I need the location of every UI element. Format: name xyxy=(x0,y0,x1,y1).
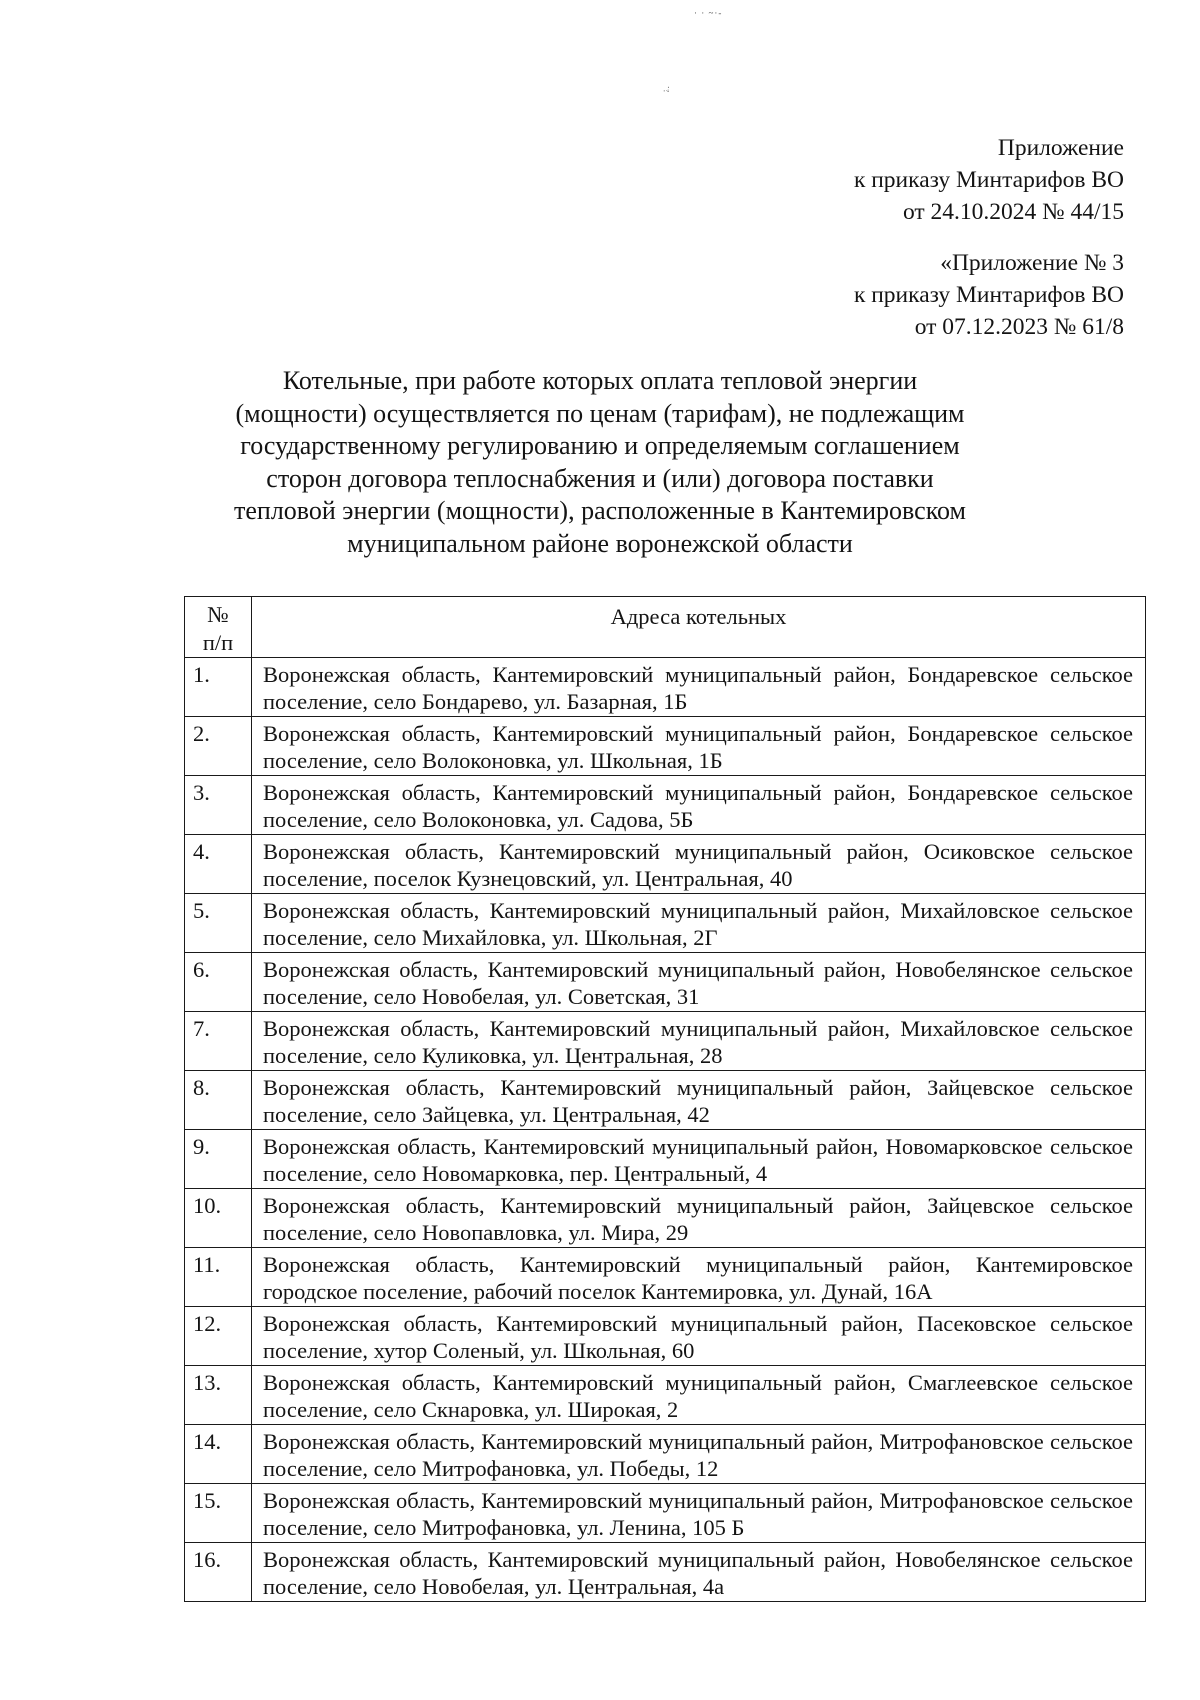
row-number: 12. xyxy=(185,1307,252,1366)
row-number: 2. xyxy=(185,717,252,776)
scan-artifact-top: · · ~·- xyxy=(694,8,723,18)
table-header-row xyxy=(185,597,1146,658)
table-row xyxy=(185,717,1146,776)
row-number: 4. xyxy=(185,835,252,894)
row-address: Воронежская область, Кантемировский муниципальный район, Михайловское сельское поселение, село Куликовка, ул. Центральная, 28 xyxy=(252,1012,1146,1071)
title-line: государственному регулированию и определяемым соглашением xyxy=(240,431,960,460)
table-row xyxy=(185,894,1146,953)
row-address: Воронежская область, Кантемировский муниципальный район, Осиковское сельское поселение, поселок Кузнецовский, ул. Центральная, 40 xyxy=(252,835,1146,894)
table-row xyxy=(185,1248,1146,1307)
row-number: 7. xyxy=(185,1012,252,1071)
title-line: (мощности) осуществляется по ценам (тарифам), не подлежащим xyxy=(235,398,965,428)
document-title xyxy=(200,365,1000,560)
previous-attachment-line: к приказу Минтарифов ВО xyxy=(853,282,1124,308)
previous-attachment-line: от 07.12.2023 № 61/8 xyxy=(914,314,1124,340)
row-number: 1. xyxy=(185,658,252,717)
row-address: Воронежская область, Кантемировский муниципальный район, Зайцевское сельское поселение, село Новопавловка, ул. Мира, 29 xyxy=(252,1189,1146,1248)
row-address: Воронежская область, Кантемировский муниципальный район, Митрофановское сельское поселение, село Митрофановка, ул. Победы, 12 xyxy=(252,1425,1146,1484)
table-row xyxy=(185,1484,1146,1543)
table-body xyxy=(185,658,1146,1602)
header-address: Адреса котельных xyxy=(252,597,1146,658)
previous-attachment-block xyxy=(854,247,1124,343)
row-address: Воронежская область, Кантемировский муниципальный район, Митрофановское сельское поселение, село Митрофановка, ул. Ленина, 105 Б xyxy=(252,1484,1146,1543)
row-address: Воронежская область, Кантемировский муниципальный район, Кантемировское городское поселение, рабочий поселок Кантемировка, ул. Дунай, 16А xyxy=(252,1248,1146,1307)
title-line: тепловой энергии (мощности), расположенные в Кантемировском xyxy=(234,496,966,525)
table-row xyxy=(185,776,1146,835)
attachment-line: от 24.10.2024 № 44/15 xyxy=(902,199,1124,225)
row-address: Воронежская область, Кантемировский муниципальный район, Пасековское сельское поселение, хутор Соленый, ул. Школьная, 60 xyxy=(252,1307,1146,1366)
row-number: 16. xyxy=(185,1543,252,1602)
table-row xyxy=(185,1543,1146,1602)
row-number: 5. xyxy=(185,894,252,953)
boiler-addresses-table xyxy=(184,596,1146,1602)
table-row xyxy=(185,1189,1146,1248)
attachment-line: к приказу Минтарифов ВО xyxy=(853,167,1124,193)
table-row xyxy=(185,658,1146,717)
header-number-abbrev: п/п xyxy=(202,630,234,655)
row-address: Воронежская область, Кантемировский муниципальный район, Михайловское сельское поселение, село Михайловка, ул. Школьная, 2Г xyxy=(252,894,1146,953)
row-number: 14. xyxy=(185,1425,252,1484)
title-line: муниципальном районе воронежской области xyxy=(347,528,853,558)
table-row xyxy=(185,1012,1146,1071)
table-row xyxy=(185,1425,1146,1484)
row-address: Воронежская область, Кантемировский муниципальный район, Бондаревское сельское поселение, село Волоконовка, ул. Садова, 5Б xyxy=(252,776,1146,835)
row-address: Воронежская область, Кантемировский муниципальный район, Зайцевское сельское поселение, село Зайцевка, ул. Центральная, 42 xyxy=(252,1071,1146,1130)
row-number: 6. xyxy=(185,953,252,1012)
row-number: 15. xyxy=(185,1484,252,1543)
previous-attachment-line: «Приложение № 3 xyxy=(940,250,1124,276)
row-address: Воронежская область, Кантемировский муниципальный район, Новобелянское сельское поселение, село Новобелая, ул. Советская, 31 xyxy=(252,953,1146,1012)
header-number-symbol: № xyxy=(207,602,229,627)
table-row xyxy=(185,1307,1146,1366)
row-number: 11. xyxy=(185,1248,252,1307)
row-number: 3. xyxy=(185,776,252,835)
scan-artifact-middle: ·ᵥ· xyxy=(659,82,673,96)
row-address: Воронежская область, Кантемировский муниципальный район, Бондаревское сельское поселение, село Волоконовка, ул. Школьная, 1Б xyxy=(252,717,1146,776)
table-row xyxy=(185,1130,1146,1189)
row-address: Воронежская область, Кантемировский муниципальный район, Смаглеевское сельское поселение, село Скнаровка, ул. Широкая, 2 xyxy=(252,1366,1146,1425)
row-address: Воронежская область, Кантемировский муниципальный район, Новомарковское сельское поселение, село Новомарковка, пер. Центральный, 4 xyxy=(252,1130,1146,1189)
title-line: сторон договора теплоснабжения и (или) договора поставки xyxy=(266,463,934,493)
row-address: Воронежская область, Кантемировский муниципальный район, Бондаревское сельское поселение, село Бондарево, ул. Базарная, 1Б xyxy=(252,658,1146,717)
row-number: 8. xyxy=(185,1071,252,1130)
title-line: Котельные, при работе которых оплата тепловой энергии xyxy=(282,366,918,395)
attachment-line: Приложение xyxy=(997,135,1124,161)
table-row xyxy=(185,1071,1146,1130)
row-address: Воронежская область, Кантемировский муниципальный район, Новобелянское сельское поселение, село Новобелая, ул. Центральная, 4а xyxy=(252,1543,1146,1602)
table-row xyxy=(185,1366,1146,1425)
row-number: 10. xyxy=(185,1189,252,1248)
table-row xyxy=(185,835,1146,894)
row-number: 9. xyxy=(185,1130,252,1189)
row-number: 13. xyxy=(185,1366,252,1425)
attachment-block xyxy=(854,132,1124,228)
table-row xyxy=(185,953,1146,1012)
header-number xyxy=(185,597,252,658)
